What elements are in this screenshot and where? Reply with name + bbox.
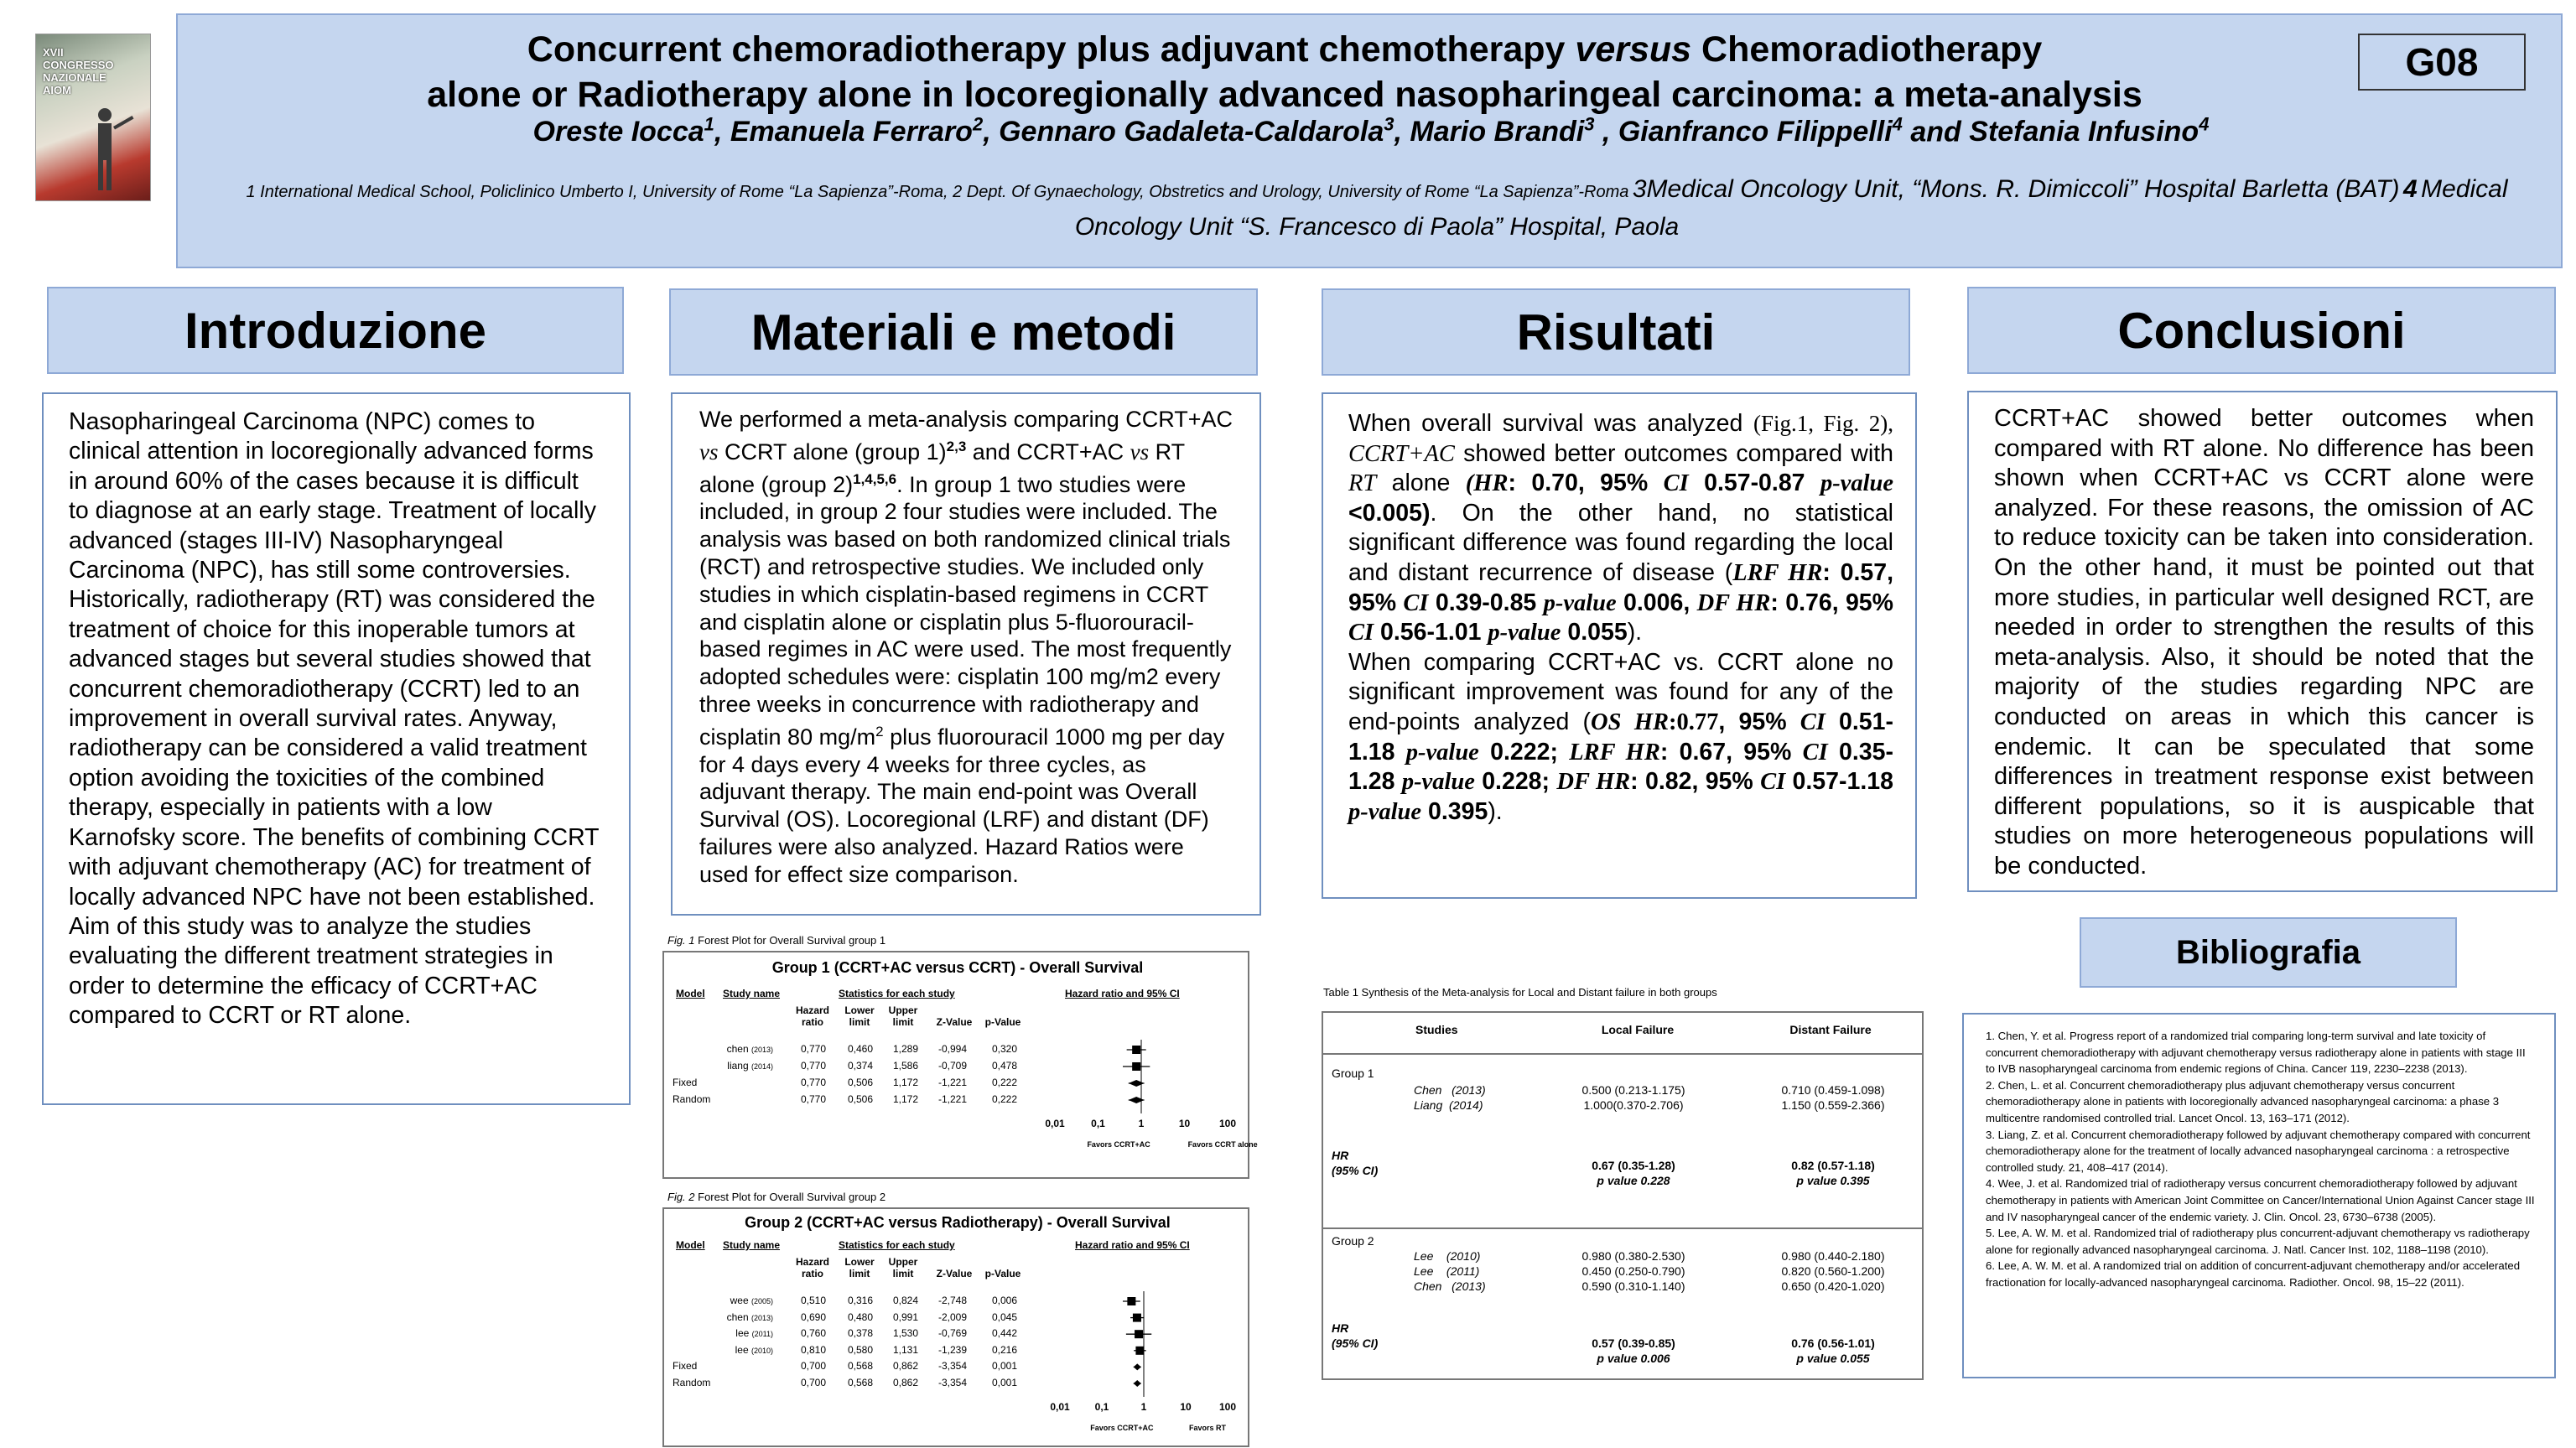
row-year: (2014) bbox=[750, 1062, 773, 1071]
logo-figure-icon bbox=[36, 34, 152, 202]
fig2-caption: Fig. 2 Forest Plot for Overall Survival group 2 bbox=[667, 1191, 886, 1203]
g1-local-hr: 0.67 (0.35-1.28) bbox=[1592, 1159, 1675, 1172]
th-local: Local Failure bbox=[1601, 1023, 1675, 1036]
author-5: Gianfranco Filippelli$^4$ bbox=[1618, 114, 1903, 148]
summary-diamond bbox=[1129, 1080, 1145, 1087]
author-6: Stefania Infusino$^4$ bbox=[1969, 114, 2210, 148]
fig1-caption: Fig. 1 Forest Plot for Overall Survival group 1 bbox=[667, 934, 886, 947]
g2-row3-distant: 0.650 (0.420-1.020) bbox=[1781, 1279, 1885, 1293]
results-text-overall: When overall survival was analyzed (Fig.1, Fig. 2), CCRT+AC showed better outcomes compared with RT alone (HR: 0.70, 95% CI 0.57-0.87 p-value <0.005). On the other hand, no statistical significant difference was found regarding the local and distant recurrence of disease (LRF HR: 0.57, 95% CI 0.39-0.85 p-value 0.006, DF HR: 0.76, 95% CI 0.56-1.01 p-value 0.055). bbox=[1348, 410, 1894, 646]
poster-code: G08 bbox=[2405, 40, 2479, 84]
row-cell-upper: 0,991 bbox=[892, 1310, 919, 1323]
favors-left-label: Favors CCRT+AC bbox=[1090, 1424, 1154, 1432]
col-p: p-Value bbox=[984, 1016, 1021, 1028]
hr-box bbox=[1132, 1046, 1140, 1054]
g2-distant-hr: 0.76 (0.56-1.01) bbox=[1791, 1336, 1875, 1350]
tick-label: 10 bbox=[1180, 1401, 1192, 1413]
title-versus: versus bbox=[1575, 29, 1692, 70]
row-cell-z: -3,354 bbox=[937, 1377, 968, 1388]
group1-label: Group 1 bbox=[1332, 1067, 1374, 1080]
fp2-title: Group 2 (CCRT+AC versus Radiotherapy) - Overall Survival bbox=[745, 1214, 1171, 1231]
g1-row1-study: Chen (2013) bbox=[1414, 1083, 1486, 1097]
row-cell-upper: 0,862 bbox=[892, 1377, 919, 1388]
tick-label: 1 bbox=[1140, 1401, 1147, 1413]
section-title-results: Risultati bbox=[1322, 288, 1910, 376]
row-cell-upper: 0,862 bbox=[892, 1360, 919, 1373]
row-cell-z: -1,221 bbox=[937, 1093, 968, 1105]
col-z: Z-Value bbox=[936, 1016, 973, 1028]
row-cell-p: 0,001 bbox=[991, 1377, 1018, 1388]
forest-row bbox=[664, 1093, 1058, 1110]
row-cell-upper: 1,289 bbox=[892, 1043, 919, 1055]
row-cell-z: -3,354 bbox=[937, 1360, 968, 1373]
author-2: Emanuela Ferraro$^2$ bbox=[730, 114, 984, 148]
row-cell-hr: 0,770 bbox=[800, 1060, 827, 1072]
fp1-header-stats: Statistics for each study bbox=[839, 988, 955, 999]
affiliations bbox=[245, 173, 2509, 248]
g2-row2-distant: 0.820 (0.560-1.200) bbox=[1781, 1264, 1885, 1278]
bibliography-list bbox=[1986, 1028, 2536, 1291]
col-lower: Lower limit bbox=[844, 1004, 875, 1028]
forest-row bbox=[664, 1377, 1058, 1394]
g1-ci-label: (95% CI) bbox=[1332, 1164, 1379, 1177]
table1-group2 bbox=[1323, 1229, 1922, 1380]
fp1-header-plot: Hazard ratio and 95% CI bbox=[1065, 988, 1180, 999]
conclusions-text: CCRT+AC showed better outcomes when compared with RT alone. No difference has been shown when CCRT+AC vs CCRT alone were analyzed. For these reasons, the omission of AC to reduce toxicity can be taken into consideration. On the other hand, it must be pointed out that more studies, in particular well designed RCT, are needed in order to strengthen the results of this meta-analysis. Also, it should be noted that the majority of the studies regarding NPC are conducted on areas in which this cancer is endemic. It can be speculated that some differences in treatment response exist between different populations, so it is auspicable that studies on more heterogeneous populations will be conducted. bbox=[1994, 405, 2534, 880]
g2-local-hr: 0.57 (0.39-0.85) bbox=[1592, 1336, 1675, 1350]
favors-left-label: Favors CCRT+AC bbox=[1087, 1140, 1150, 1149]
tick-label: 0,01 bbox=[1045, 1118, 1065, 1129]
g2-local-p: p value 0.006 bbox=[1597, 1352, 1670, 1365]
hr-box bbox=[1133, 1314, 1141, 1322]
affiliation-3: 3Medical Oncology Unit, “Mons. R. Dimiccoli” Hospital Barletta (BAT) bbox=[1632, 175, 2400, 203]
row-cell-p: 0,006 bbox=[991, 1295, 1018, 1306]
affiliation-4-num: 4 bbox=[2402, 175, 2418, 203]
row-cell-lower: 0,374 bbox=[847, 1060, 874, 1072]
tick-label: 100 bbox=[1218, 1118, 1237, 1129]
reference-6: 6. Lee, A. W. M. et al. A randomized trial on addition of concurrent-adjuvant chemotherapy and/or accelerated fractionation for locally-advanced nasopharyngeal carcinoma. Radiother. Oncol. 98, 15–22 (2011). bbox=[1986, 1259, 2521, 1289]
row-study: wee (2005) bbox=[730, 1295, 773, 1306]
row-cell-lower: 0,568 bbox=[847, 1377, 874, 1388]
row-cell-lower: 0,506 bbox=[847, 1077, 874, 1088]
poster-title-line2: alone or Radiotherapy alone in locoregionally advanced nasopharingeal carcinoma: a meta-analysis bbox=[427, 75, 2142, 115]
row-cell-lower: 0,480 bbox=[847, 1310, 874, 1323]
title-part: Chemoradiotherapy bbox=[1691, 29, 2043, 70]
fp2-header-plot: Hazard ratio and 95% CI bbox=[1075, 1239, 1190, 1251]
g2-row3-study: Chen (2013) bbox=[1414, 1279, 1486, 1293]
forest-row bbox=[664, 1077, 1058, 1093]
g1-local-p: p value 0.228 bbox=[1597, 1174, 1670, 1187]
row-study: chen (2013) bbox=[726, 1043, 773, 1055]
summary-diamond bbox=[1134, 1363, 1141, 1370]
bibliography-title: Bibliografia bbox=[2175, 933, 2361, 971]
hr-box bbox=[1135, 1347, 1144, 1355]
row-model: Random bbox=[673, 1377, 711, 1388]
table1-group1 bbox=[1323, 1055, 1922, 1227]
fp2-header-study: Study name bbox=[723, 1239, 781, 1251]
section-title-bibliography bbox=[2080, 917, 2457, 988]
fp2-header-stats: Statistics for each study bbox=[839, 1239, 955, 1251]
row-cell-hr: 0,810 bbox=[800, 1343, 827, 1356]
g2-distant-p: p value 0.055 bbox=[1796, 1352, 1870, 1365]
row-cell-z: -2,748 bbox=[937, 1295, 968, 1306]
row-cell-z: -0,994 bbox=[937, 1043, 968, 1055]
group2-label: Group 2 bbox=[1332, 1234, 1374, 1248]
tick-label: 0,1 bbox=[1094, 1401, 1109, 1413]
row-cell-p: 0,478 bbox=[991, 1060, 1018, 1072]
row-cell-z: -0,769 bbox=[937, 1327, 968, 1340]
g2-row1-local: 0.980 (0.380-2.530) bbox=[1581, 1249, 1685, 1263]
results-text-group1: When comparing CCRT+AC vs. CCRT alone no significant improvement was found for any of the end-points analyzed (OS HR:0.77, 95% CI 0.51-1.18 p-value 0.222; LRF HR: 0.67, 95% CI 0.35-1.28 p-value 0.228; DF HR: 0.82, 95% CI 0.57-1.18 p-value 0.395). bbox=[1348, 648, 1893, 825]
g2-row2-local: 0.450 (0.250-0.790) bbox=[1581, 1264, 1685, 1278]
row-cell-upper: 1,586 bbox=[892, 1060, 919, 1072]
methods-text: We performed a meta-analysis comparing CCRT+AC vs CCRT alone (group 1)$^{2,3}$ and CCRT+AC vs RT alone (group 2)$^{1,4,5,6}$. In group 1 two studies were included, in group 2 four studies were included. The analysis was based on both randomized clinical trials (RCT) and retrospective studies. We included only studies in which cisplatin-based regimens in CCRT and cisplatin alone or cisplatin plus 5-fluorouracil-based regimes in AC were used. The most frequently adopted schedules were: cisplatin 100 mg/m2 every three weeks in concurrence with radiotherapy and cisplatin 80 $mg/m^2$ plus fluorouracil 1000 mg per day for 4 days every 4 weeks for three cycles, as adjuvant therapy. The main end-point was Overall Survival (OS). Locoregional (LRF) and distant (DF) failures were also analyzed. Hazard Ratios were used for effect size comparison. bbox=[699, 407, 1233, 887]
row-cell-upper: 1,131 bbox=[892, 1343, 919, 1356]
title-part: Concurrent chemoradiotherapy plus adjuvant chemotherapy bbox=[527, 29, 1576, 70]
row-cell-upper: 1,530 bbox=[892, 1327, 919, 1340]
affiliation-small: 1 International Medical School, Policlinico Umberto I, University of Rome “La Sapienza”-Roma, 2 Dept. Of Gynaechology, Obstretics and Urology, University of Rome “La Sapienza”-Roma bbox=[246, 183, 1629, 201]
g1-row2-study: Liang (2014) bbox=[1414, 1098, 1483, 1112]
g2-row3-local: 0.590 (0.310-1.140) bbox=[1581, 1279, 1685, 1293]
author-1: Oreste Iocca$^1$ bbox=[532, 114, 714, 148]
table1 bbox=[1322, 1011, 1924, 1380]
row-cell-hr: 0,700 bbox=[800, 1377, 827, 1388]
reference-2: 2. Chen, L. et al. Concurrent chemoradiotherapy plus adjuvant chemotherapy versus concurrent chemoradiotherapy alone in patients with locoregionally advanced nasopharyngeal carcinoma: a phase 3 multicentre randomised controlled trial. Lancet Oncol. 13, 163–171 (2012). bbox=[1986, 1078, 2500, 1124]
row-cell-p: 0,222 bbox=[991, 1093, 1018, 1105]
g2-ci-label: (95% CI) bbox=[1332, 1336, 1379, 1350]
hr-box bbox=[1127, 1297, 1135, 1305]
poster-code-badge bbox=[2358, 34, 2526, 91]
tick-label: 10 bbox=[1178, 1118, 1191, 1129]
row-cell-z: -0,709 bbox=[937, 1060, 968, 1072]
section-title-methods: Materiali e metodi bbox=[669, 288, 1258, 376]
fp2-plot bbox=[1038, 1290, 1248, 1447]
row-cell-hr: 0,700 bbox=[800, 1360, 827, 1373]
row-cell-lower: 0,568 bbox=[847, 1360, 874, 1373]
favors-right-label: Favors CCRT alone bbox=[1187, 1140, 1258, 1149]
row-year: (2005) bbox=[750, 1297, 773, 1305]
row-year: (2013) bbox=[750, 1046, 773, 1054]
conclusions-box bbox=[1967, 391, 2558, 892]
col-upper: Upper limit bbox=[888, 1004, 918, 1028]
introduction-text: Nasopharingeal Carcinoma (NPC) comes to clinical attention in locoregionally advanced forms in around 60% of the cases because it is difficult to diagnose at an early stage. Treatment of locally advanced (stages III-IV) Nasopharyngeal Carcinoma (NPC), has still some controversies. Historically, radiotherapy (RT) was considered the treatment of choice for this inoperable tumors at advanced stages but several studies showed that concurrent chemoradiotherapy (CCRT) led to an improvement in overall survival rates. Anyway, radiotherapy can be considered a valid treatment option avoiding the toxicities of the combined therapy, especially in patients with a low Karnofsky score. The benefits of combining CCRT with adjuvant chemotherapy (AC) for treatment of locally advanced NPC have not been established. Aim of this study was to analyze the studies evaluating the different treatment strategies in order to determine the efficacy of CCRT+AC compared to CCRT or RT alone. bbox=[69, 408, 600, 1030]
row-cell-lower: 0,460 bbox=[847, 1043, 874, 1055]
g2-row2-study: Lee (2011) bbox=[1414, 1264, 1480, 1278]
favors-right-label: Favors RT bbox=[1188, 1424, 1226, 1432]
row-model: Fixed bbox=[673, 1360, 698, 1373]
bibliography-box bbox=[1962, 1013, 2556, 1378]
row-model: Random bbox=[673, 1093, 711, 1105]
summary-diamond bbox=[1129, 1097, 1145, 1103]
row-study: liang (2014) bbox=[727, 1060, 773, 1072]
fp1-title: Group 1 (CCRT+AC versus CCRT) - Overall Survival bbox=[771, 959, 1144, 976]
fp1-header-model: Model bbox=[676, 988, 705, 999]
section-title-introduction: Introduzione bbox=[47, 287, 624, 374]
g2-hr-label: HR bbox=[1332, 1321, 1349, 1335]
forest-row bbox=[664, 1327, 1058, 1344]
tick-label: 100 bbox=[1218, 1401, 1237, 1413]
introduction-box bbox=[42, 392, 631, 1105]
fp1-plot bbox=[1033, 1036, 1258, 1174]
row-cell-p: 0,216 bbox=[991, 1343, 1018, 1356]
g2-row1-study: Lee (2010) bbox=[1414, 1249, 1481, 1263]
row-cell-upper: 1,172 bbox=[892, 1093, 919, 1105]
row-cell-upper: 0,824 bbox=[892, 1295, 919, 1306]
table1-header-row bbox=[1323, 1013, 1922, 1055]
forest-row bbox=[664, 1360, 1058, 1377]
table1-caption: Table 1 Synthesis of the Meta-analysis for Local and Distant failure in both groups bbox=[1323, 986, 1717, 999]
author-3: Gennaro Gadaleta-Caldarola$^3$ bbox=[999, 114, 1394, 148]
forest-row bbox=[664, 1043, 1058, 1060]
row-cell-upper: 1,172 bbox=[892, 1077, 919, 1088]
row-cell-p: 0,320 bbox=[991, 1043, 1018, 1055]
row-year: (2013) bbox=[750, 1313, 773, 1322]
tick-label: 0,01 bbox=[1050, 1401, 1070, 1413]
forest-row bbox=[664, 1311, 1058, 1328]
summary-diamond bbox=[1134, 1380, 1141, 1387]
row-cell-lower: 0,506 bbox=[847, 1093, 874, 1105]
row-cell-lower: 0,580 bbox=[847, 1343, 874, 1356]
row-study: lee (2011) bbox=[735, 1327, 773, 1340]
row-cell-hr: 0,770 bbox=[800, 1043, 827, 1055]
affiliation-4: Medical Oncology Unit “S. Francesco di Paola” Hospital, Paola bbox=[1074, 175, 2508, 241]
g1-hr-label: HR bbox=[1332, 1149, 1349, 1162]
fp1-header-study: Study name bbox=[723, 988, 781, 999]
methods-box bbox=[671, 392, 1261, 916]
header-banner bbox=[176, 13, 2563, 268]
row-study: chen (2013) bbox=[726, 1310, 773, 1323]
row-cell-z: -2,009 bbox=[937, 1310, 968, 1323]
row-cell-hr: 0,760 bbox=[800, 1327, 827, 1340]
row-cell-hr: 0,690 bbox=[800, 1310, 827, 1323]
row-cell-p: 0,222 bbox=[991, 1077, 1018, 1088]
reference-1: 1. Chen, Y. et al. Progress report of a randomized trial comparing long-term survival and late toxicity of concurrent chemoradiotherapy with adjuvant chemotherapy versus radiotherapy alone in patients with stage III to IVB nasopharyngeal carcinoma from endemic regions of China. Cancer 119, 2230–2238 (2013). bbox=[1986, 1030, 2526, 1076]
row-model: Fixed bbox=[673, 1077, 698, 1088]
row-year: (2011) bbox=[751, 1330, 773, 1339]
col-upper: Upper limit bbox=[888, 1256, 918, 1279]
g2-row1-distant: 0.980 (0.440-2.180) bbox=[1781, 1249, 1885, 1263]
author-4: Mario Brandi$^3$ bbox=[1410, 114, 1595, 148]
g1-distant-p: p value 0.395 bbox=[1796, 1174, 1870, 1187]
forest-plot-2 bbox=[662, 1207, 1249, 1447]
g1-distant-hr: 0.82 (0.57-1.18) bbox=[1791, 1159, 1875, 1172]
col-hr: Hazard ratio bbox=[795, 1004, 829, 1028]
reference-5: 5. Lee, A. W. M. et al. Randomized trial of radiotherapy plus concurrent-adjuvant chemotherapy vs radiotherapy alone for regionally advanced nasopharyngeal carcinoma. J. Natl. Cancer Inst. 102, 1188–1198 (2010). bbox=[1986, 1227, 2530, 1256]
fp2-header-model: Model bbox=[676, 1239, 705, 1251]
g1-row2-local: 1.000(0.370-2.706) bbox=[1583, 1098, 1684, 1112]
reference-4: 4. Wee, J. et al. Randomized trial of radiotherapy versus concurrent chemoradiotherapy followed by adjuvant chemotherapy in patients with American Joint Committee on Cancer/International Union Against Cancer stage III and IV nasopharyngeal cancer of the endemic variety. J. Clin. Oncol. 23, 6730–6738 (2005). bbox=[1986, 1177, 2535, 1223]
author-list: Oreste Iocca$^1$, Emanuela Ferraro$^2$, Gennaro Gadaleta-Caldarola$^3$, Mario Brandi$^3$ , Gianfranco Filippelli$^4$ and Stefania Infusino$^4$ bbox=[532, 114, 2210, 148]
col-hr: Hazard ratio bbox=[795, 1256, 829, 1279]
tick-label: 0,1 bbox=[1091, 1118, 1105, 1129]
row-cell-hr: 0,510 bbox=[800, 1295, 827, 1306]
logo-text: XVII CONGRESSO NAZIONALE AIOM bbox=[43, 46, 114, 96]
row-cell-lower: 0,378 bbox=[847, 1327, 874, 1340]
g1-row1-distant: 0.710 (0.459-1.098) bbox=[1781, 1083, 1885, 1097]
hr-box bbox=[1135, 1330, 1143, 1338]
forest-row bbox=[664, 1344, 1058, 1361]
g1-row1-local: 0.500 (0.213-1.175) bbox=[1581, 1083, 1685, 1097]
poster-title-line1 bbox=[178, 27, 2392, 72]
th-studies: Studies bbox=[1415, 1023, 1458, 1036]
row-cell-hr: 0,770 bbox=[800, 1077, 827, 1088]
row-cell-p: 0,045 bbox=[991, 1310, 1018, 1323]
row-cell-hr: 0,770 bbox=[800, 1093, 827, 1105]
row-year: (2010) bbox=[750, 1346, 773, 1355]
row-study: lee (2010) bbox=[735, 1343, 773, 1356]
congress-logo bbox=[35, 34, 151, 201]
forest-row bbox=[664, 1295, 1058, 1311]
results-box bbox=[1322, 392, 1917, 899]
row-cell-z: -1,221 bbox=[937, 1077, 968, 1088]
row-cell-p: 0,001 bbox=[991, 1360, 1018, 1373]
forest-plot-1 bbox=[662, 951, 1258, 1179]
th-distant: Distant Failure bbox=[1789, 1023, 1872, 1036]
reference-3: 3. Liang, Z. et al. Concurrent chemoradiotherapy followed by adjuvant chemotherapy compared with concurrent chemoradiotherapy alone for the treatment of locally advanced nasopharyngeal carcinoma : a retrospective controlled study. 21, 408–417 (2014). bbox=[1986, 1128, 2531, 1174]
col-p: p-Value bbox=[984, 1268, 1021, 1279]
forest-row bbox=[664, 1060, 1058, 1077]
col-z: Z-Value bbox=[936, 1268, 973, 1279]
tick-label: 1 bbox=[1138, 1118, 1145, 1129]
col-lower: Lower limit bbox=[844, 1256, 875, 1279]
g1-row2-distant: 1.150 (0.559-2.366) bbox=[1781, 1098, 1885, 1112]
hr-box bbox=[1132, 1062, 1140, 1071]
row-cell-lower: 0,316 bbox=[847, 1295, 874, 1306]
section-title-conclusions: Conclusioni bbox=[1967, 287, 2556, 374]
row-cell-p: 0,442 bbox=[991, 1327, 1018, 1340]
row-cell-z: -1,239 bbox=[937, 1343, 968, 1356]
